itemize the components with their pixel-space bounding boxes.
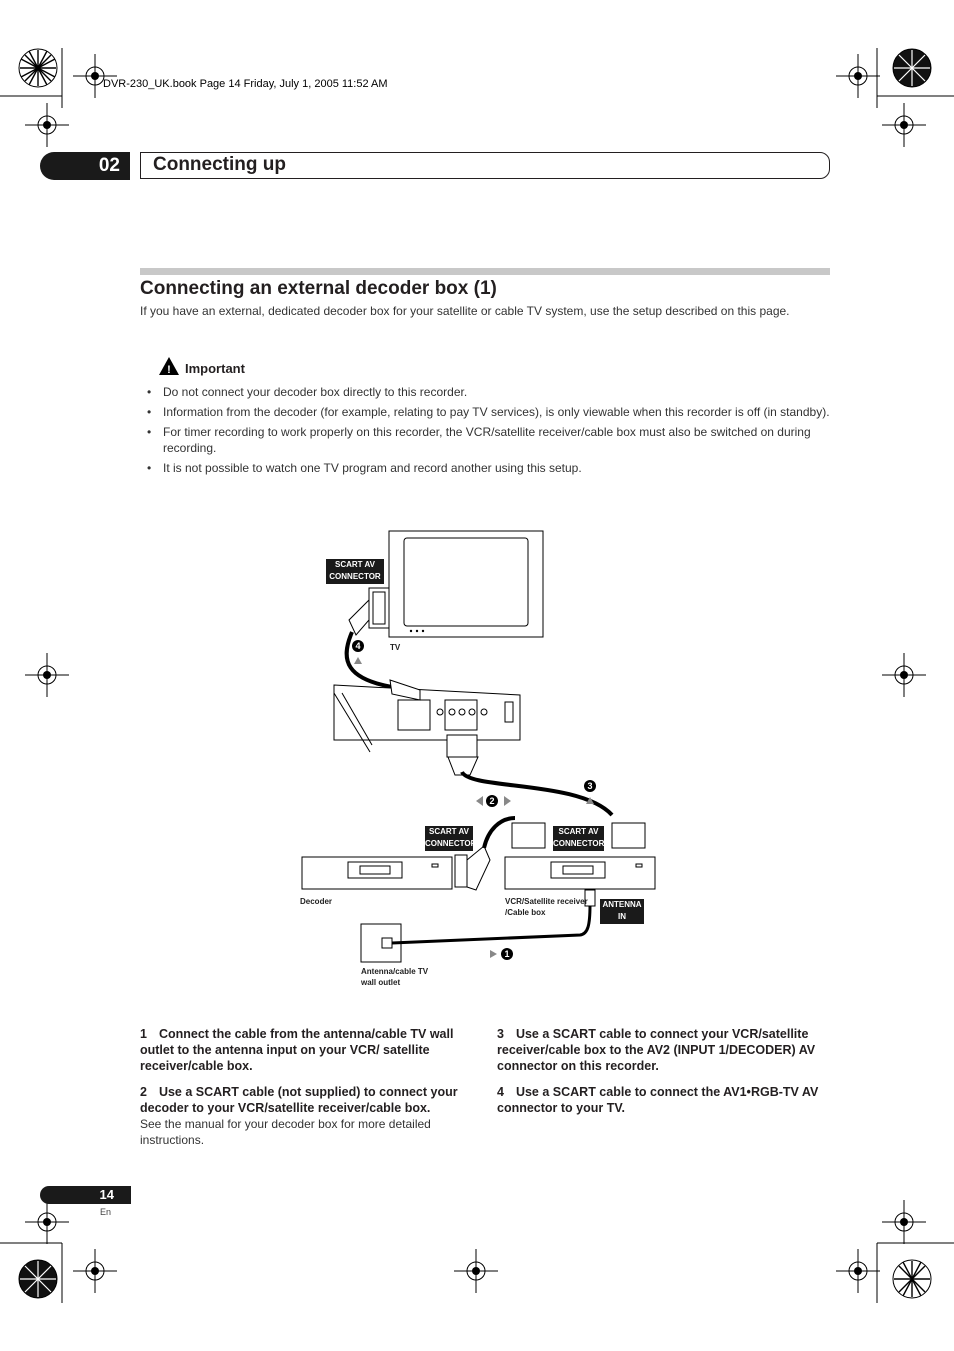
step-2-note: See the manual for your decoder box for more detailed instructions. [140,1117,431,1147]
step-4: 4 Use a SCART cable to connect the AV1•RGB-TV AV connector to your TV. [497,1085,819,1115]
antenna-in-label: ANTENNA IN [600,899,644,924]
step-1: 1 Connect the cable from the antenna/cable TV wall outlet to the antenna input on your VCR/ satellite receiver/cable box. [140,1027,454,1073]
bullet-item: • Information from the decoder (for example, relating to pay TV services), is only viewable when this recorder is off (in standby). [147,404,832,420]
page-number: 14 [40,1186,131,1204]
wall-outlet-label: Antenna/cable TV wall outlet [361,967,429,987]
marker-3: 3 [587,781,593,791]
marker-1: 1 [504,949,510,959]
recorder-illustration [334,685,520,752]
marker-4: 4 [355,641,361,651]
vcr-label: VCR/Satellite receiver /Cable box [505,897,588,917]
decoder-label: Decoder [300,897,333,906]
scart-av-connector-label: SCART AV CONNECTOR [425,826,473,851]
section-title: Connecting an external decoder box (1) [140,278,497,299]
important-label: Important [185,361,245,376]
chapter-number-tab: 02 [40,152,130,180]
section-intro: If you have an external, dedicated decoder box for your satellite or cable TV system, use the setup described on this page. [140,304,790,318]
scart-plug-av2 [447,735,478,775]
scart-plug-decoder [455,846,490,890]
marker-2: 2 [489,796,495,806]
svg-text:!: ! [167,364,171,376]
scart-plug-tv [349,588,389,635]
decoder-illustration [302,857,452,889]
file-header-note: DVR-230_UK.book Page 14 Friday, July 1, 2005 11:52 AM [103,78,388,90]
scart-av-connector-label: SCART AV CONNECTOR [553,826,604,851]
tv-label: TV [390,643,401,652]
bullet-item: • It is not possible to watch one TV program and record another using this setup. [147,460,832,476]
step-2: 2 Use a SCART cable (not supplied) to connect your decoder to your VCR/satellite receiver/cable box. See the manual for your decoder box for more detailed instructions. [140,1084,480,1148]
scart-av-connector-label: SCART AV CONNECTOR [326,559,384,584]
language-code: En [100,1207,112,1217]
vcr-illustration [505,857,655,889]
bullet-item: • For timer recording to work properly on this recorder, the VCR/satellite receiver/cable box must also be switched on during recording. [147,424,832,456]
chapter-title: Connecting up [153,154,286,175]
step-3: 3 Use a SCART cable to connect your VCR/satellite receiver/cable box to the AV2 (INPUT 1/DECODER) AV connector on this recorder. [497,1027,816,1073]
tv-illustration [389,531,543,637]
bullet-item: • Do not connect your decoder box directly to this recorder. [147,384,832,400]
